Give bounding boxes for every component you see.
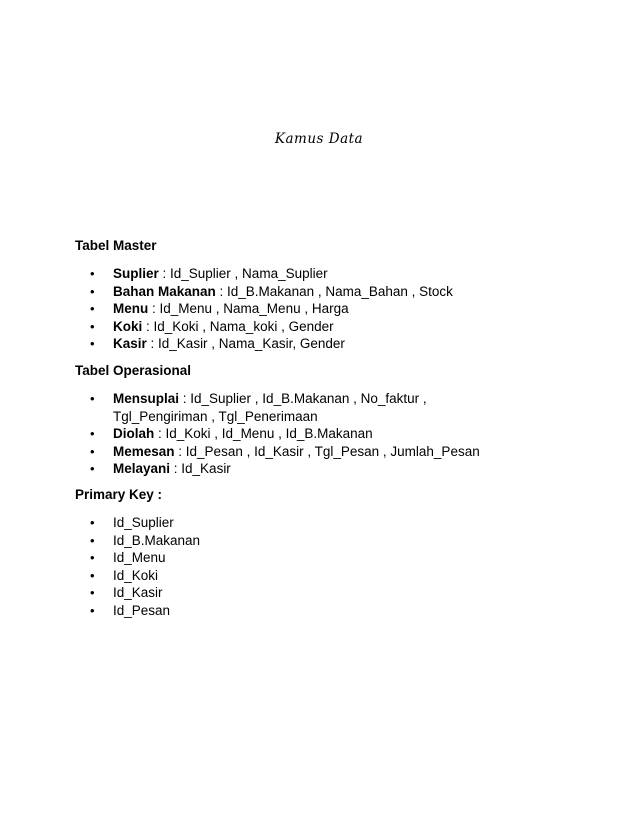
document-title: Kamus Data bbox=[274, 131, 364, 147]
section-heading-tabel-operasional: Tabel Operasional bbox=[75, 363, 192, 378]
entity-attributes: : Id_B.Makanan , Nama_Bahan , Stock bbox=[215, 283, 453, 299]
entity-attributes: : Id_Menu , Nama_Menu , Harga bbox=[148, 301, 349, 316]
entity-name: Menu bbox=[113, 301, 149, 316]
bullet-icon: • bbox=[90, 550, 95, 565]
primary-key-name: Id_B.Makanan bbox=[113, 532, 201, 548]
list-item bbox=[0, 283, 520, 301]
list-item bbox=[0, 318, 520, 336]
list-item bbox=[0, 602, 520, 620]
primary-key-name: Id_Pesan bbox=[113, 602, 171, 618]
bullet-icon: • bbox=[90, 515, 95, 530]
entity-name: Memesan bbox=[113, 443, 175, 459]
primary-key-name: Id_Koki bbox=[113, 567, 159, 583]
entity-attributes: : Id_Suplier , Nama_Suplier bbox=[158, 266, 328, 281]
tabel-master-list bbox=[0, 265, 520, 353]
list-item bbox=[0, 514, 520, 532]
entity-attributes: : Id_Koki , Nama_koki , Gender bbox=[142, 318, 334, 334]
list-item bbox=[0, 390, 520, 425]
bullet-icon: • bbox=[90, 391, 95, 406]
bullet-icon: • bbox=[90, 301, 95, 316]
entity-name: Diolah bbox=[113, 426, 155, 441]
bullet-icon: • bbox=[90, 426, 95, 441]
entity-attributes: : Id_Kasir bbox=[170, 461, 231, 476]
bullet-icon: • bbox=[90, 567, 95, 583]
list-item bbox=[0, 335, 520, 353]
list-item bbox=[0, 584, 520, 602]
entity-attributes: : Id_Pesan , Id_Kasir , Tgl_Pesan , Jumlah_Pesan bbox=[174, 443, 480, 459]
bullet-icon: • bbox=[90, 266, 95, 281]
tabel-operasional-list bbox=[0, 390, 520, 478]
list-item bbox=[0, 425, 520, 443]
entity-name: Bahan Makanan bbox=[113, 283, 216, 299]
entity-attributes: : Id_Koki , Id_Menu , Id_B.Makanan bbox=[154, 426, 373, 441]
bullet-icon: • bbox=[90, 283, 95, 299]
section-heading-primary-key: Primary Key : bbox=[75, 487, 163, 502]
list-item bbox=[0, 443, 520, 461]
section-heading-tabel-master: Tabel Master bbox=[75, 238, 157, 253]
entity-attributes: : Id_Kasir , Nama_Kasir, Gender bbox=[146, 336, 345, 351]
primary-key-name: Id_Menu bbox=[113, 550, 166, 565]
entity-name: Kasir bbox=[113, 336, 147, 351]
list-item bbox=[0, 549, 520, 567]
primary-key-list bbox=[0, 514, 520, 619]
bullet-icon: • bbox=[90, 318, 95, 334]
list-item bbox=[0, 300, 520, 318]
bullet-icon: • bbox=[90, 336, 95, 351]
entity-name: Suplier bbox=[113, 266, 159, 281]
bullet-icon: • bbox=[90, 461, 95, 476]
bullet-icon: • bbox=[90, 602, 95, 618]
bullet-icon: • bbox=[90, 443, 95, 459]
bullet-icon: • bbox=[90, 585, 95, 600]
entity-name: Koki bbox=[113, 318, 143, 334]
entity-attributes: : Id_Suplier , Id_B.Makanan , No_faktur , Tgl_Pengiriman , Tgl_Penerimaan bbox=[113, 391, 427, 424]
list-item bbox=[0, 532, 520, 550]
list-item bbox=[0, 460, 520, 478]
entity-name: Mensuplai bbox=[113, 391, 180, 406]
list-item bbox=[0, 265, 520, 283]
bullet-icon: • bbox=[90, 532, 95, 548]
entity-name: Melayani bbox=[113, 461, 171, 476]
list-item bbox=[0, 567, 520, 585]
primary-key-name: Id_Suplier bbox=[113, 515, 174, 530]
primary-key-name: Id_Kasir bbox=[113, 585, 163, 600]
